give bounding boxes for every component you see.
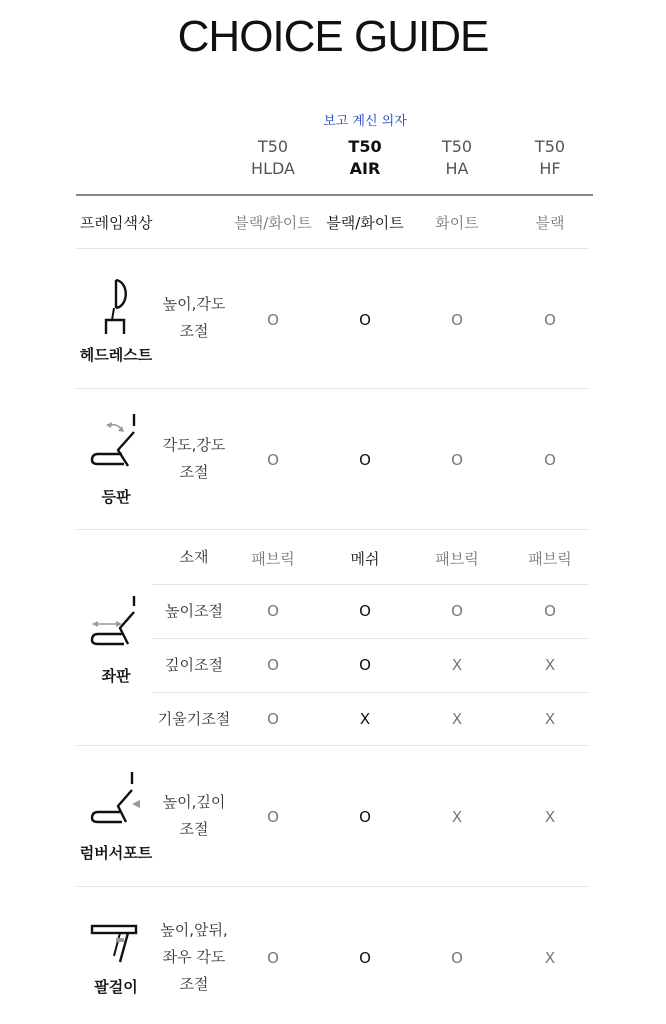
headrest-air: O (359, 311, 371, 329)
frame-color-air: 블랙/화이트 (326, 214, 404, 232)
seat-height-feature: 높이조절 (165, 602, 223, 620)
backrest-air: O (359, 451, 371, 469)
seat-material-hlda: 패브릭 (251, 550, 295, 568)
armrest-icon (90, 922, 140, 968)
row-divider (76, 745, 589, 746)
armrest-label: 팔걸이 (94, 978, 138, 996)
header-rule (76, 194, 593, 196)
headrest-icon (100, 276, 132, 338)
seat-height-hf: O (544, 602, 556, 620)
headrest-ha: O (451, 311, 463, 329)
seat-height-air: O (359, 602, 371, 620)
armrest-hf: X (544, 949, 556, 967)
armrest-hlda: O (267, 949, 279, 967)
seat-depth-hf: X (544, 656, 556, 674)
seat-tilt-feature: 기울기조절 (157, 710, 231, 728)
seat-height-hlda: O (267, 602, 279, 620)
model-line2: AIR (349, 159, 381, 178)
seat-material-air: 메쉬 (350, 550, 380, 568)
seat-tilt-hf: X (544, 710, 556, 728)
armrest-air: O (359, 949, 371, 967)
seat-material-hf: 패브릭 (528, 550, 572, 568)
frame-color-label: 프레임색상 (80, 214, 153, 232)
model-line2: HF (539, 159, 561, 178)
seat-depth-air: O (359, 656, 371, 674)
backrest-hf: O (544, 451, 556, 469)
row-divider (76, 248, 589, 249)
seat-material-ha: 패브릭 (435, 550, 479, 568)
row-divider (152, 638, 589, 639)
lumbar-hf: X (544, 808, 556, 826)
backrest-label: 등판 (101, 488, 131, 506)
seat-tilt-hlda: O (267, 710, 279, 728)
seat-tilt-air: X (359, 710, 371, 728)
headrest-hlda: O (267, 311, 279, 329)
seat-material-feature: 소재 (179, 548, 209, 566)
backrest-icon (88, 410, 144, 472)
frame-color-hlda: 블랙/화이트 (234, 214, 312, 232)
frame-color-hf: 블랙 (535, 214, 565, 232)
seat-height-ha: O (451, 602, 463, 620)
row-divider (76, 529, 589, 530)
row-divider (76, 388, 589, 389)
lumbar-air: O (359, 808, 371, 826)
backrest-feature: 각도,강도 조절 (162, 436, 226, 481)
armrest-feature: 높이,앞뒤, 좌우 각도 조절 (160, 921, 228, 993)
model-line2: HA (445, 159, 469, 178)
model-line1: T50 (441, 137, 473, 156)
frame-color-ha: 화이트 (435, 214, 479, 232)
model-header-hlda (228, 136, 318, 180)
seat-depth-ha: X (451, 656, 463, 674)
row-divider (152, 584, 589, 585)
backrest-hlda: O (267, 451, 279, 469)
model-header-hf (505, 136, 595, 180)
seat-icon (88, 594, 144, 652)
headrest-feature: 높이,각도 조절 (162, 295, 226, 340)
row-divider (152, 692, 589, 693)
current-chair-label: 보고 계신 의자 (323, 114, 407, 129)
seat-depth-hlda: O (267, 656, 279, 674)
lumbar-support-label: 럼버서포트 (79, 844, 153, 862)
armrest-ha: O (451, 949, 463, 967)
model-line1: T50 (534, 137, 566, 156)
lumbar-feature: 높이,깊이 조절 (162, 793, 226, 838)
lumbar-support-icon (88, 770, 144, 830)
model-header-air (320, 136, 410, 180)
model-line1: T50 (348, 137, 382, 156)
model-line1: T50 (257, 137, 289, 156)
seat-depth-feature: 깊이조절 (165, 656, 223, 674)
model-line2: HLDA (251, 159, 295, 178)
lumbar-ha: X (451, 808, 463, 826)
lumbar-hlda: O (267, 808, 279, 826)
model-header-ha (412, 136, 502, 180)
seat-label: 좌판 (101, 667, 131, 685)
backrest-ha: O (451, 451, 463, 469)
page-title: CHOICE GUIDE (177, 12, 489, 61)
row-divider (76, 886, 589, 887)
headrest-label: 헤드레스트 (79, 346, 153, 364)
seat-tilt-ha: X (451, 710, 463, 728)
headrest-hf: O (544, 311, 556, 329)
